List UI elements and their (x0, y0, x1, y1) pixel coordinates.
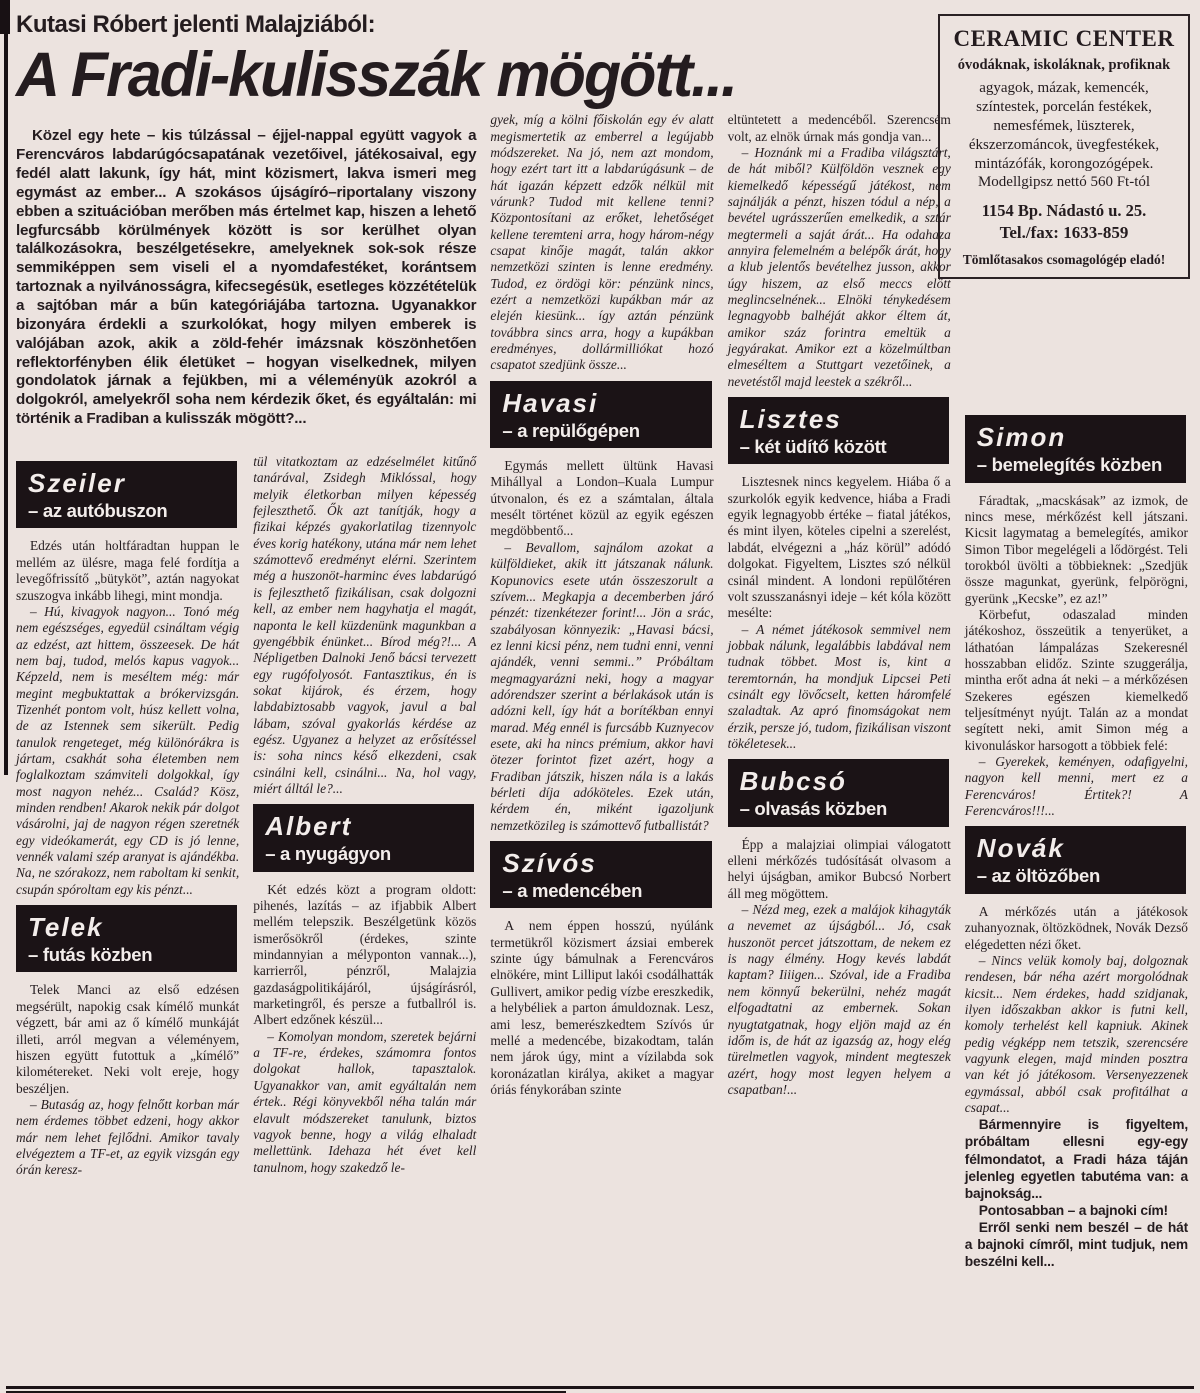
headline: A Fradi-kulisszák mögött... (16, 39, 736, 110)
article-quote: – Butaság az, hogy felnőtt korban már nem érdemes többet edzeni, hogy akkor már nem lehet fejlődni. Amikor tavaly elvégeztem a TF-et, az egyik vizsgán egy órán keresz- (16, 1096, 240, 1178)
section-subtitle: – az öltözőben (976, 865, 1101, 887)
article-quote: – Bevallom, sajnálom azokat a külföldieket, akik itt játszanak nálunk. Kopunovics esete után összeszorult a szívem... Megkapja a decemberben járó pénzét: tizenkétezer forint!... Jön a srác, szabályosan könnyezik: „Havasi bácsi, ez lenni kicsi pénz, nem tudni enni, venni ajándék, venni semmi..” Próbáltam megmagyarázni neki, hogy a magyar adórendszer szerint a bérlakások után is adózni kell, így hát a borítékban ennyi marad. Még ennél is furcsább Kuznyecov esete, aki ha nincs prémium, akkor havi ötezer forintot fizet azért, hogy a Fradiban játszik, hiszen nála is a lakás bérleti díja adóköteles. Ezek után, kérdem én, miként igazoljunk nemzetközileg is számottevő futballistát? (490, 539, 714, 833)
ad-body-text: agyagok, mázak, kemencék, színtestek, porcelán festékek, nemesfémek, lüszterek, ékszerzománcok, üvegfestékek, mintázófák, korongozógépek. Modellgipsz nettó 560 Ft-tól (968, 80, 1160, 191)
closing-paragraph: Bármennyire is figyeltem, próbáltam ellesni egy-egy félmondatot, a Fradi háza táján jelenleg egyetlen tabutéma van: a bajnokság... (964, 1117, 1188, 1201)
article-quote-continued: gyek, míg a kölni főiskolán egy év alatt megismertetik az emberrel a legújabb módszereket. Na jó, nem azt mondom, hogy ezért tart itt a labdarúgásunk – de hát igazán képzett edzők nélkül mit várunk? Tudod mit kellene tenni? Központosítani az erőket, lehetőséget kellene teremteni arra, hogy három-négy csapat kinője magát, talán akkor nemzetközi szinten is lenne eredmény. Tudod, ez ördögi kör: pénzünk nincs, ezért a nemzetközi kupákban már az elején kiesünk... így aztán pénzünk továbbra sincs arra, hogy a kupákban eredményes, dollármilliókat hozó csapatot szedjünk össze... (490, 112, 714, 373)
article-quote: – Gyerekek, keményen, odafigyelni, nagyon kell menni, mert ez a Ferencváros! Értitek?! A Ferencváros!!!... (964, 754, 1188, 819)
section-subtitle: – a medencében (502, 880, 643, 902)
masthead (16, 11, 934, 110)
section-subtitle: – a nyugágyon (265, 843, 391, 865)
section-subtitle: – bemelegítés közben (976, 454, 1163, 476)
article-paragraph: A nem éppen hosszú, nyúlánk termetükről közismert ázsiai emberek szinte úgy bámulnak a Ferencváros elnökére, mint Lilliput lakói csodálhatták Gullivert, amikor pedig vízbe ereszkedik, a helybéliek a parton ámuldoznak. Lesz, ami lesz, bemerészkedtem Szívós úr mellé a medencébe, bizakodtam, talán nem járok úgy, mint a vízilabda sok koronázatlan királya, akiket a magyar óriás fénykorában szinte (490, 918, 714, 1097)
article-paragraph: Lisztesnek nincs kegyelem. Hiába ő a szurkolók egyik kedvence, hiába a Fradi egyik legnagyobb értéke – fiatal játékos, és mint ilyen, köteles cipelni a szerelést, labdát, elvégezni a „ház körül” adódó dolgokat. Figyeltem, Lisztes szó nélkül csinál mindent. A londoni repülőtéren volt szusszanásnyi ideje – két kóla között mesélte: (727, 474, 951, 621)
article-paragraph-continued: eltüntetett a medencéből. Szerencsém volt, az elnök úrnak más gondja van... (727, 112, 951, 144)
column-1 (16, 454, 239, 1270)
scan-left-rule (4, 0, 8, 775)
kicker: Kutasi Róbert jelenti Malajziából: (16, 11, 376, 38)
article-paragraph: Telek Manci az első edzésen megsérült, napokig csak kímélő munkát végzett, bár ami az ő kímélő munkáját illeti, arról megvan a véleményem, hiszen együtt futottuk a „kímélő” kilométereket. Neki volt ereje, hogy beszéljen. (16, 982, 240, 1096)
section-header-szivos (490, 841, 711, 908)
article-paragraph: A mérkőzés után a játékosok zuhanyoznak, öltözködnek, Novák Dezső elégedetten nézi őket. (964, 903, 1188, 952)
section-subtitle: – két üdítő között (739, 436, 887, 458)
article-paragraph: Körbefut, odaszalad minden játékoshoz, összeütik a tenyerüket, a láthatóan lámpalázas Szekeresnél hosszabban elidőz. Szinte szuggerálja, mintha erőt adna át neki – a mérkőzésen Szekeres egészen kiemelkedő teljesítményt nyújt. Talán az a mondat segített neki, amit Simon még a kivonuláskor harsogott a többiek felé: (964, 607, 1188, 753)
ad-audience: óvodáknak, iskoláknak, profiknak (957, 57, 1171, 73)
column-3 (490, 112, 713, 1270)
section-name: Novák (976, 833, 1065, 864)
column-5 (965, 112, 1188, 1270)
article-paragraph: Egymás mellett ültünk Havasi Mihállyal a London–Kuala Lumpur útvonalon, és ez a számtalan, általa mesélt történet közül az egyik egészen megdöbbentő... (490, 458, 714, 539)
section-name: Szívós (502, 848, 597, 879)
section-name: Szeiler (28, 468, 126, 499)
section-header-havasi (490, 381, 711, 448)
article-quote: – Nézd meg, ezek a malájok kihagyták a nevemet az újságból... Jó, csak huszonöt percet játszottam, de nekem ez is nagy élmény. Hogy kevés labdát kaptam? Iiiigen... Szóval, ide a Fradiba nem könnyű bekerülni, nehéz magát elfogadtatni az embernek. Sokan nyugtatgatnak, hogy eljön majd az én időm is, de hát az igazság az, hogy elég türelmetlen vagyok, mindent megteszek azért, hogy most legyen helyem a csapatban!... (727, 902, 951, 1097)
article-body (0, 104, 1200, 1284)
section-subtitle: – a repülőgépen (502, 419, 640, 441)
section-name: Bubcsó (739, 766, 847, 797)
section-subtitle: – olvasás közben (739, 798, 887, 820)
article-paragraph: Épp a malajziai olimpiai válogatott elleni mérkőzés tudósítását olvasom a helyi újságban, amikor Bubcsó Norbert áll meg mögöttem. (727, 836, 951, 901)
closing-paragraph: Erről senki nem beszél – de hát a bajnoki címről, mint tudjuk, nem beszélni kell... (964, 1219, 1188, 1270)
article-paragraph: Edzés után holtfáradtan huppan le mellém az ülésre, maga felé fordítja a levegőfrissítő „bütyköt”, aztán nagyokat szuszogva inkább lihegi, mint mondja. (16, 538, 240, 603)
section-name: Havasi (502, 387, 599, 418)
article-quote-continued: tül vitatkoztam az edzéselmélet kitűnő tanárával, Zsidegh Miklóssal, hogy melyik életkorban milyen képesség fejleszthető. Ők azt tanítják, hogy a fizikai képzés gyakorlatilag tizennyolc éves korig hatékony, utána már nem lehet számottevő eredményt elérni. Szerintem még a huszonöt-harminc éves labdarúgó is fejleszthető fizikálisan, csak dolgozni kell, az ember nem hagyhatja el magát, naponta le kell küzdenünk magunkban a gyengébbik énünket... Bírod még?!... A Népligetben Dalnoki Jenő bácsi tervezett egy rugófolyosót. Fantasztikus, én is sokat kijárok, és érzem, hogy labdabiztosabb vagyok, javul a bal lábam, szóval gyakorlás kérdése az egész. Ugyanez a helyzet az erősítéssel is: soha nincs késő elkezdeni, csak csinálni kell, csinálni... Na, hol vagy, miért álltál le?... (253, 454, 477, 796)
article-quote: – Hú, kivagyok nagyon... Tonó még nem egészséges, egyedül csináltam végig az edzést, azt hittem, összeesek. De hát nem baj, tudod, melós kapus vagyok... Képzeld, nem is meséltem még: már megint megbuktattak a brókervizsgán. Tizenhét pontom volt, húsz kellett volna, de az Istennek sem sikerült. Pedig tanulok rengeteget, még különórákra is jártam, csakhát soha életemben nem foglalkoztam számviteli dolgokkal, így most nagyon nehéz... Család? Kösz, minden rendben! Akarok nekik pár dolgot vásárolni, jaj de nagyon régen szeretnék egy videókamerát, egy CD is jó lenne, vennék valami szép aranyat is ajándékba. Na, ne szórakozz, nem raboltam ki senkit, csupán spóroltam egy kis pénzt... (16, 603, 240, 897)
article-quote: – Komolyan mondom, szeretek bejárni a TF-re, érdekes, számomra fontos dolgokat hallok, tapasztalok. Ugyanakkor van, amit egyáltalán nem értek.. Régi könyvekből néha talán már elavult módszereket tanulunk, biztos vagyok benne, hogy a világ elhaladt mellettünk. Idehaza hét évet kell tanulnom, hogy szakedző le- (253, 1028, 477, 1175)
ad-phone: Tel./fax: 1633-859 (999, 223, 1129, 243)
section-name: Lisztes (739, 404, 842, 435)
lead-block (16, 112, 476, 454)
closing-paragraph: Pontosabban – a bajnoki cím! (978, 1202, 1168, 1218)
section-header-lisztes (728, 397, 949, 464)
ad-address: 1154 Bp. Nádastó u. 25. (981, 201, 1147, 221)
article-quote: – Nincs velük komoly baj, dolgoznak rendesen, bár néha azért morgolódnak kicsit... Nem érdekes, hadd szidjanak, ilyen időszakban akkor is futni kell, komoly terhelést kell kapniuk. Akinek pedig végképp nem tetszik, szerencsére vagyunk elegen, majd minden posztra van két jó játékosom. Versenyezzenek egymással, abból csak profitálhat a csapat... (964, 952, 1188, 1116)
section-header-simon (965, 415, 1186, 482)
bottom-rule (6, 1386, 1194, 1389)
section-subtitle: – az autóbuszon (28, 500, 168, 522)
article-paragraph: Fáradtak, „macskásak” az izmok, de nincs mese, mérkőzést kell játszani. Kicsit lagymatag a bemelegítés, amikor Simon Tibor megelégeli a lődörgést. Teli torokból üvölti a többieknek: „Szedjük össze magunkat, gyerünk, felpörögni, gyerünk „Kecske”, ez az!” (964, 492, 1188, 606)
section-header-bubcso (728, 759, 949, 826)
section-header-telek (16, 905, 237, 972)
section-header-novak (965, 826, 1186, 893)
ad-footer-note: Tömlőtasakos csomagológép eladó! (962, 252, 1166, 268)
article-paragraph: Két edzés közt a program oldott: pihenés, lazítás – az ifjabbik Albert mellém telepszik. Beszélgetünk közös ismerősökről (érdekes, szinte mindannyian a mélyponton vannak...), karrierről, pénzről, Malajzia gazdaságpolitikájáról, újságírásról, marketingről, és persze a futballról is. Albert edzőnek készül... (253, 881, 477, 1028)
column-2 (253, 454, 476, 1270)
ad-title: CERAMIC CENTER (953, 26, 1175, 51)
section-header-szeiler (16, 461, 237, 528)
section-name: Simon (976, 422, 1067, 453)
section-name: Albert (265, 811, 353, 842)
article-quote: – Hoznánk mi a Fradiba világsztárt, de hát miből? Külföldön vesznek egy kiemelkedő képességű játékost, nem sajnálják a pénzt, hiszen tódul a nép, a bevétel ugrásszerűen emelkedik, a sztár megtermeli a saját árát... Ha odahaza annyira felemelném a belépők árát, hogy a klub jelentős bevételhez jusson, akkor úgy hiszem, az első meccs előtt meglincselnének... Elnöki ténykedésem legnagyobb balhéját akkor éltem át, amikor száz forintra emeltük a jegyárakat. Amikor ezt a közelmúltban elmeséltem a Stuttgart vezetőinek, a nevetéstől majd leestek a székről... (727, 144, 951, 389)
section-header-albert (253, 804, 474, 871)
section-name: Telek (28, 912, 104, 943)
section-subtitle: – futás közben (28, 944, 153, 966)
article-quote: – A német játékosok semmivel nem jobbak nálunk, legalábbis labdával nem tudnak többet. Most is, kint a teremtornán, ha mondjuk Lipcsei Peti csinált egy lövőcselt, ketten háromfelé szaladtak. Az apró finomságokat nem érzik, persze jó, tudom, fizikálisan viszont tökéletesek... (727, 621, 951, 751)
ad-box-ceramic-center (938, 14, 1190, 279)
column-4 (728, 112, 951, 1270)
lead-paragraph: Közel egy hete – kis túlzással – éjjel-nappal együtt vagyok a Ferencváros labdarúgócsapatának vezetőivel, játékosaival, egy fedél alatt lakunk, így hát, mint közismert, lakva ismeri meg egymást az ember... A szokásos újságíró–riportalany viszony ebben a szituációban merőben más értelmet kap, hiszen a lehető legfurcsább körülmények között is sor kerülhet olyan találkozásokra, beszélgetésekre, amelyeknek sok-sok része semmiképpen sem viseli el a nyomdafestéket, korántsem tartoznak a nyilvánosságra, kifecsegésük, esetleges közzétételük a sajtóban már a bűn kategóriájába tartozna. Ugyanakkor bizonyára érdekli a szurkolókat, hogy milyen emberek is valójában azok, akik a zöld-fehér imázsnak köszönhetően reflektorfényben élik életüket – hogyan viselkednek, milyen gondolatok járnak a fejükben, mi a véleményük azokról a dolgokról, amelyekről soha nem kérdezik őket, és egyáltalán: mi történik a Fradiban a kulisszák mögött?... (16, 127, 477, 428)
